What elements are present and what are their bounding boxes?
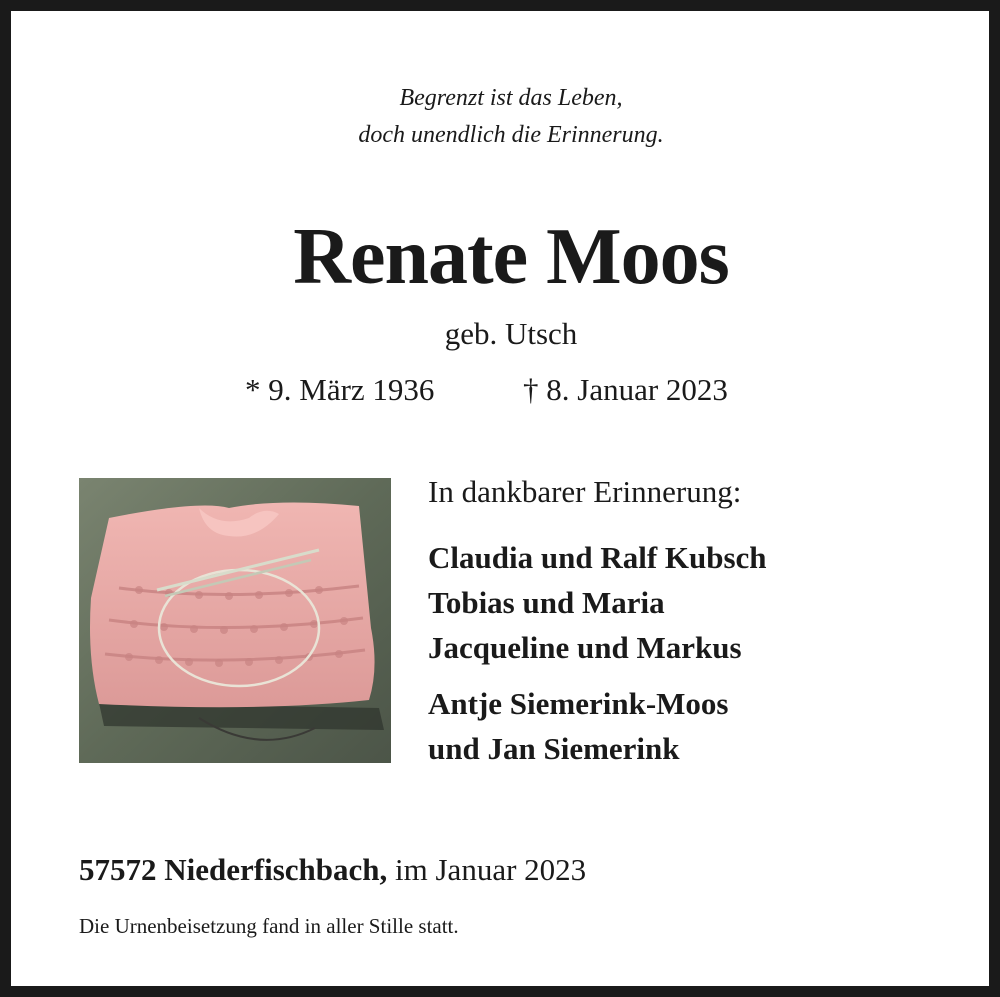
- mourner-line: Jacqueline und Markus: [428, 630, 742, 665]
- mourner-line: und Jan Siemerink: [428, 731, 680, 766]
- mourner-line: Antje Siemerink-Moos: [428, 686, 729, 721]
- deceased-name: Renate Moos: [293, 213, 729, 301]
- burial-note: Die Urnenbeisetzung fand in aller Stille statt.: [79, 914, 459, 938]
- notice-date: im Januar 2023: [387, 852, 587, 887]
- mourners-group-2: [428, 681, 728, 771]
- mourner-line: Tobias und Maria: [428, 585, 665, 620]
- death-date: † 8. Januar 2023: [523, 372, 728, 407]
- place-name: 57572 Niederfischbach,: [79, 852, 388, 887]
- place-and-date: [79, 849, 586, 891]
- knitted-sweater-photo: [79, 478, 391, 763]
- mourners-group-1: [428, 535, 767, 670]
- gratitude-heading: In dankbarer Erinnerung:: [428, 474, 742, 509]
- motto-line-1: Begrenzt ist das Leben,: [399, 85, 623, 111]
- mourner-line: Claudia und Ralf Kubsch: [428, 540, 767, 575]
- birth-date: * 9. März 1936: [245, 372, 435, 407]
- motto-line-2: doch unendlich die Erinnerung.: [358, 122, 664, 148]
- birth-name: geb. Utsch: [444, 316, 578, 351]
